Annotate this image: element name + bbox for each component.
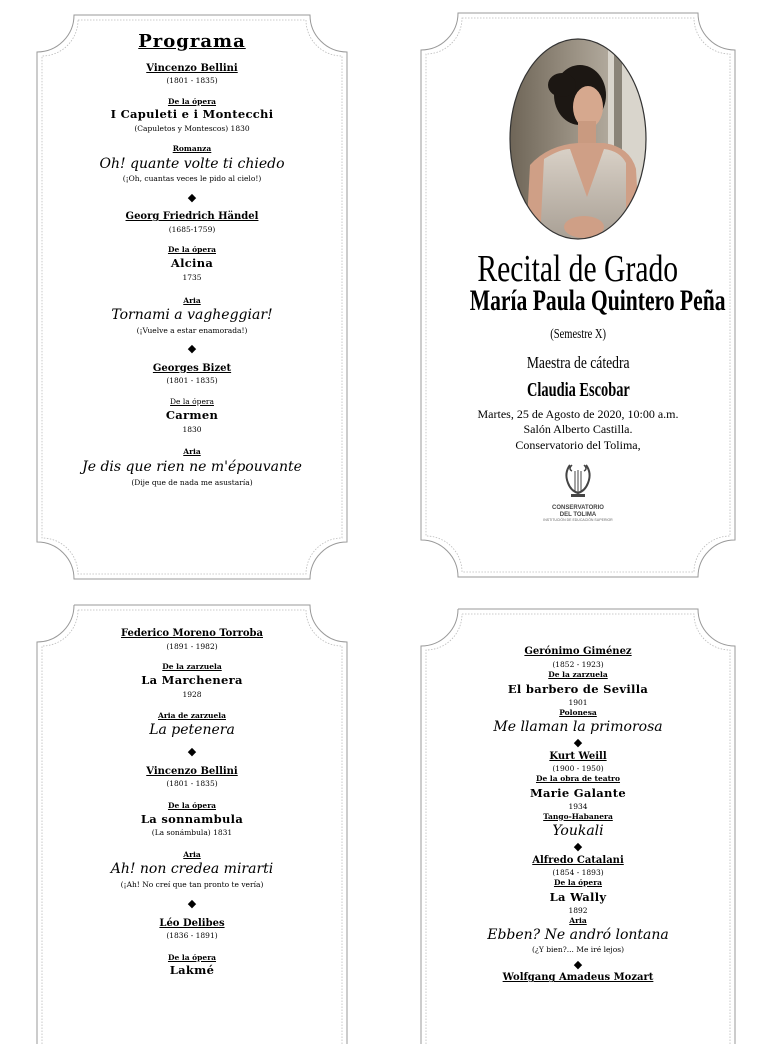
composer-dates: (1685-1759) bbox=[168, 224, 216, 234]
aria-title: Youkali bbox=[552, 823, 604, 840]
aria-label: Romanza bbox=[172, 144, 212, 154]
aria-label: Aria bbox=[569, 915, 587, 925]
composer-dates: (1854 - 1893) bbox=[552, 868, 604, 878]
composer-dates: (1801 - 1835) bbox=[166, 779, 218, 789]
aria-title: Ebben? Ne andró lontana bbox=[487, 927, 669, 944]
composer-name: Kurt Weill bbox=[549, 750, 607, 762]
composer-dates: (1852 - 1923) bbox=[552, 659, 604, 669]
aria-title: Je dis que rien ne m'épouvante bbox=[82, 459, 302, 476]
work-label: De la obra de teatro bbox=[535, 774, 621, 784]
performer-photo bbox=[508, 37, 648, 241]
diamond-separator: ◆ bbox=[573, 736, 583, 750]
program-panel-1 bbox=[36, 14, 348, 580]
work-label: De la ópera bbox=[167, 952, 217, 962]
aria-title: Me llaman la primorosa bbox=[493, 719, 663, 736]
work-note: 1928 bbox=[182, 689, 202, 699]
work-note: (Capuletos y Montescos) 1830 bbox=[134, 123, 250, 133]
aria-title: La petenera bbox=[149, 722, 235, 739]
logo-text-1: CONSERVATORIO bbox=[552, 505, 604, 512]
work-title: Alcina bbox=[170, 256, 214, 271]
diamond-separator: ◆ bbox=[187, 190, 197, 204]
composer-dates: (1891 - 1982) bbox=[166, 641, 218, 651]
date-line: Martes, 25 de Agosto de 2020, 10:00 a.m. bbox=[477, 406, 679, 421]
work-title: Lakmé bbox=[169, 963, 215, 978]
aria-translation: (¡Ah! No creí que tan pronto te vería) bbox=[120, 880, 264, 890]
lyre-icon bbox=[558, 461, 598, 501]
conservatory-logo bbox=[420, 461, 736, 522]
aria-label: Aria bbox=[183, 849, 201, 859]
work-title: Carmen bbox=[165, 407, 219, 422]
composer-dates: (1801 - 1835) bbox=[166, 376, 218, 386]
aria-title: Ah! non credea mirarti bbox=[110, 861, 274, 878]
work-note: 1735 bbox=[182, 273, 202, 283]
diamond-separator: ◆ bbox=[187, 896, 197, 910]
aria-translation: (¡Vuelve a estar enamorada!) bbox=[136, 325, 248, 335]
aria-title: Tornami a vagheggiar! bbox=[111, 307, 273, 324]
semester-text: (Semestre X) bbox=[550, 327, 606, 342]
composer-dates: (1801 - 1835) bbox=[166, 76, 218, 86]
teacher-name bbox=[420, 379, 736, 402]
aria-translation: (Dije que de nada me asustaría) bbox=[131, 478, 253, 488]
composer-name: Vincenzo Bellini bbox=[146, 62, 238, 74]
venue: Salón Alberto Castilla. bbox=[523, 422, 633, 437]
work-label: De la ópera bbox=[167, 96, 217, 106]
diamond-separator: ◆ bbox=[187, 745, 197, 759]
diamond-separator: ◆ bbox=[573, 840, 583, 854]
work-title: El barbero de Sevilla bbox=[507, 681, 649, 696]
recital-title-text: Recital de Grado bbox=[477, 248, 679, 290]
work-label: De la ópera bbox=[167, 245, 217, 255]
composer-name: Léo Delibes bbox=[159, 917, 225, 929]
work-label: De la ópera bbox=[167, 801, 217, 811]
performer-name-text: María Paula Quintero Peña bbox=[469, 284, 726, 317]
aria-label: Polonesa bbox=[559, 707, 597, 717]
aria-translation: (¿Y bien?... Me iré lejos) bbox=[531, 945, 625, 955]
logo-text-3: INSTITUCIÓN DE EDUCACIÓN SUPERIOR bbox=[543, 518, 613, 523]
composer-dates: (1900 - 1950) bbox=[552, 764, 604, 774]
aria-label: Aria bbox=[183, 295, 201, 305]
composer-name: Georges Bizet bbox=[152, 362, 232, 374]
diamond-separator: ◆ bbox=[187, 342, 197, 356]
work-title: La Marchenera bbox=[141, 672, 243, 687]
composer-name: Federico Moreno Torroba bbox=[120, 628, 263, 639]
recital-title bbox=[420, 250, 736, 288]
work-title: La Wally bbox=[549, 889, 607, 904]
institution: Conservatorio del Tolima, bbox=[515, 438, 641, 453]
work-note: 1892 bbox=[568, 905, 588, 915]
composer-name: Vincenzo Bellini bbox=[146, 765, 238, 777]
composer-name: Gerónimo Giménez bbox=[524, 646, 632, 657]
aria-label: Tango-Habanera bbox=[543, 811, 613, 821]
semester bbox=[420, 324, 736, 343]
performer-name bbox=[420, 286, 736, 316]
program-title: Programa bbox=[138, 31, 246, 52]
aria-label: Aria de zarzuela bbox=[158, 710, 226, 720]
work-label: De la zarzuela bbox=[162, 662, 222, 672]
diamond-separator: ◆ bbox=[573, 957, 583, 971]
work-label: De la ópera bbox=[170, 396, 214, 406]
program-panel-3 bbox=[420, 608, 736, 1044]
work-note: (La sonámbula) 1831 bbox=[151, 827, 233, 837]
work-label: De la ópera bbox=[553, 878, 603, 888]
aria-title: Oh! quante volte ti chiedo bbox=[99, 155, 285, 172]
program-panel-2 bbox=[36, 604, 348, 1044]
aria-label: Aria bbox=[183, 447, 201, 457]
composer-name: Wolfgang Amadeus Mozart bbox=[502, 972, 654, 984]
aria-translation: (¡Oh, cuantas veces le pido al cielo!) bbox=[122, 174, 262, 183]
logo-text-2: DEL TOLIMA bbox=[559, 511, 597, 518]
teacher-label bbox=[420, 353, 736, 373]
work-note: 1830 bbox=[182, 424, 202, 434]
composer-name: Georg Friedrich Händel bbox=[125, 211, 259, 223]
work-note: 1934 bbox=[568, 801, 588, 811]
cover-panel bbox=[420, 12, 736, 578]
teacher-name-text: Claudia Escobar bbox=[526, 378, 630, 401]
composer-dates: (1836 - 1891) bbox=[166, 931, 218, 941]
composer-name: Alfredo Catalani bbox=[532, 854, 624, 866]
work-title: I Capuleti e i Montecchi bbox=[110, 107, 274, 122]
work-note: 1901 bbox=[568, 697, 588, 707]
work-title: La sonnambula bbox=[140, 811, 244, 826]
teacher-label-text: Maestra de cátedra bbox=[526, 353, 630, 373]
work-title: Marie Galante bbox=[530, 785, 626, 800]
work-label: De la zarzuela bbox=[548, 670, 608, 680]
